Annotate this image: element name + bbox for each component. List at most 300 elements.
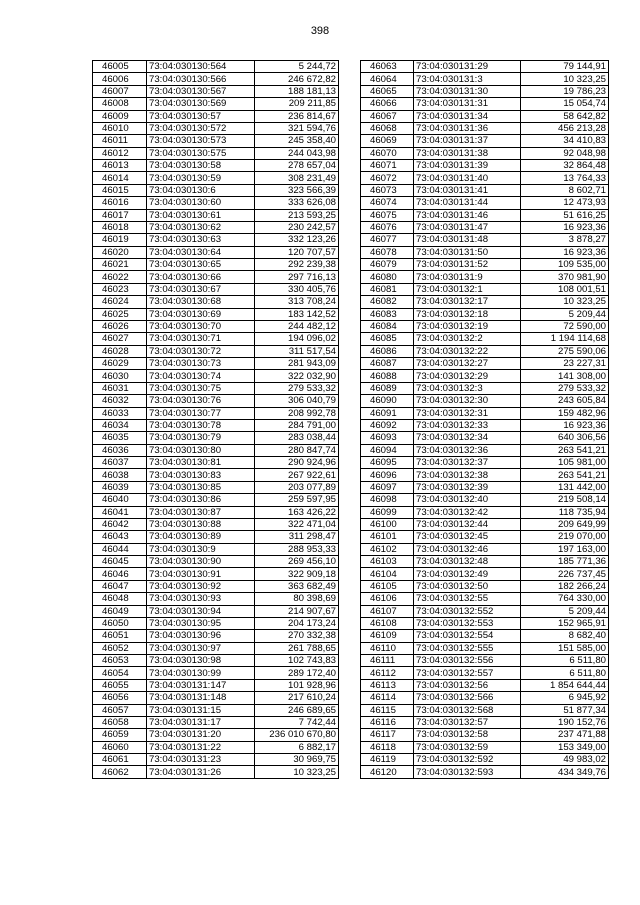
row-number-cell: 46085	[361, 333, 414, 345]
row-number-cell: 46051	[93, 630, 147, 642]
table-row	[361, 481, 609, 493]
table-row	[361, 518, 609, 530]
value-cell: 323 566,39	[255, 184, 339, 196]
table-row	[361, 741, 609, 753]
value-cell: 244 482,12	[255, 320, 339, 332]
cadastral-number-cell: 73:04:030130:566	[147, 73, 255, 85]
value-cell: 32 864,48	[521, 160, 609, 172]
table-row	[361, 395, 609, 407]
value-cell: 237 471,88	[521, 729, 609, 741]
cadastral-number-cell: 73:04:030130:73	[147, 358, 255, 370]
value-cell: 270 332,38	[255, 630, 339, 642]
value-cell: 118 735,94	[521, 506, 609, 518]
value-cell: 311 298,47	[255, 531, 339, 543]
value-cell: 322 909,18	[255, 568, 339, 580]
row-number-cell: 46034	[93, 419, 147, 431]
cadastral-number-cell: 73:04:030132:42	[414, 506, 521, 518]
table-row	[93, 630, 339, 642]
table-row	[93, 197, 339, 209]
value-cell: 108 001,51	[521, 283, 609, 295]
row-number-cell: 46046	[93, 568, 147, 580]
value-cell: 1 854 644,44	[521, 679, 609, 691]
row-number-cell: 46117	[361, 729, 414, 741]
value-cell: 333 626,08	[255, 197, 339, 209]
value-cell: 284 791,00	[255, 419, 339, 431]
value-cell: 288 953,33	[255, 543, 339, 555]
cadastral-number-cell: 73:04:030130:9	[147, 543, 255, 555]
row-number-cell: 46058	[93, 716, 147, 728]
table-row	[361, 283, 609, 295]
cadastral-number-cell: 73:04:030130:99	[147, 667, 255, 679]
row-number-cell: 46076	[361, 221, 414, 233]
table-row	[361, 246, 609, 258]
row-number-cell: 46018	[93, 221, 147, 233]
cadastral-number-cell: 73:04:030130:64	[147, 246, 255, 258]
cadastral-number-cell: 73:04:030130:65	[147, 259, 255, 271]
value-cell: 269 456,10	[255, 556, 339, 568]
table-row	[93, 160, 339, 172]
cadastral-number-cell: 73:04:030131:40	[414, 172, 521, 184]
value-cell: 7 742,44	[255, 716, 339, 728]
cadastral-number-cell: 73:04:030131:31	[414, 98, 521, 110]
value-cell: 13 764,33	[521, 172, 609, 184]
value-cell: 3 878,27	[521, 234, 609, 246]
value-cell: 209 649,99	[521, 518, 609, 530]
value-cell: 226 737,45	[521, 568, 609, 580]
row-number-cell: 46081	[361, 283, 414, 295]
row-number-cell: 46016	[93, 197, 147, 209]
table-row	[361, 147, 609, 159]
cadastral-number-cell: 73:04:030130:93	[147, 593, 255, 605]
value-cell: 311 517,54	[255, 345, 339, 357]
row-number-cell: 46069	[361, 135, 414, 147]
cadastral-number-cell: 73:04:030131:37	[414, 135, 521, 147]
table-row	[361, 679, 609, 691]
row-number-cell: 46074	[361, 197, 414, 209]
row-number-cell: 46023	[93, 283, 147, 295]
value-cell: 6 511,80	[521, 655, 609, 667]
cadastral-number-cell: 73:04:030131:41	[414, 184, 521, 196]
row-number-cell: 46008	[93, 98, 147, 110]
cadastral-number-cell: 73:04:030132:44	[414, 518, 521, 530]
row-number-cell: 46006	[93, 73, 147, 85]
row-number-cell: 46084	[361, 320, 414, 332]
row-number-cell: 46119	[361, 754, 414, 766]
table-row	[93, 358, 339, 370]
cadastral-number-cell: 73:04:030132:556	[414, 655, 521, 667]
cadastral-number-cell: 73:04:030132:552	[414, 605, 521, 617]
cadastral-number-cell: 73:04:030130:62	[147, 221, 255, 233]
table-row	[93, 221, 339, 233]
value-cell: 280 847,74	[255, 444, 339, 456]
table-row	[361, 556, 609, 568]
row-number-cell: 46093	[361, 432, 414, 444]
value-cell: 209 211,85	[255, 98, 339, 110]
value-cell: 219 070,00	[521, 531, 609, 543]
value-cell: 263 541,21	[521, 444, 609, 456]
value-cell: 243 605,84	[521, 395, 609, 407]
cadastral-number-cell: 73:04:030132:1	[414, 283, 521, 295]
value-cell: 283 038,44	[255, 432, 339, 444]
value-cell: 208 992,78	[255, 407, 339, 419]
cadastral-number-cell: 73:04:030132:39	[414, 481, 521, 493]
value-cell: 289 172,40	[255, 667, 339, 679]
row-number-cell: 46017	[93, 209, 147, 221]
cadastral-number-cell: 73:04:030132:593	[414, 766, 521, 778]
table-row	[93, 754, 339, 766]
cadastral-number-cell: 73:04:030132:58	[414, 729, 521, 741]
value-cell: 79 144,91	[521, 61, 609, 73]
table-row	[361, 160, 609, 172]
table-row	[361, 419, 609, 431]
cadastral-number-cell: 73:04:030130:90	[147, 556, 255, 568]
table-row	[93, 85, 339, 97]
table-row	[361, 494, 609, 506]
table-row	[93, 98, 339, 110]
cadastral-number-cell: 73:04:030130:71	[147, 333, 255, 345]
cadastral-number-cell: 73:04:030131:23	[147, 754, 255, 766]
cadastral-number-cell: 73:04:030132:2	[414, 333, 521, 345]
table-row	[93, 73, 339, 85]
value-cell: 10 323,25	[521, 73, 609, 85]
cadastral-number-cell: 73:04:030131:26	[147, 766, 255, 778]
cadastral-number-cell: 73:04:030131:147	[147, 679, 255, 691]
value-cell: 194 096,02	[255, 333, 339, 345]
value-cell: 278 657,04	[255, 160, 339, 172]
cadastral-number-cell: 73:04:030131:46	[414, 209, 521, 221]
row-number-cell: 46111	[361, 655, 414, 667]
value-cell: 246 672,82	[255, 73, 339, 85]
table-row	[93, 531, 339, 543]
table-row	[93, 147, 339, 159]
row-number-cell: 46065	[361, 85, 414, 97]
cadastral-number-cell: 73:04:030130:572	[147, 122, 255, 134]
row-number-cell: 46063	[361, 61, 414, 73]
value-cell: 10 323,25	[255, 766, 339, 778]
cadastral-number-cell: 73:04:030130:85	[147, 481, 255, 493]
row-number-cell: 46024	[93, 296, 147, 308]
cadastral-number-cell: 73:04:030131:22	[147, 741, 255, 753]
value-cell: 8 602,71	[521, 184, 609, 196]
cadastral-number-cell: 73:04:030130:97	[147, 642, 255, 654]
cadastral-number-cell: 73:04:030130:94	[147, 605, 255, 617]
table-row	[93, 617, 339, 629]
table-row	[93, 457, 339, 469]
value-cell: 109 535,00	[521, 259, 609, 271]
value-cell: 6 882,17	[255, 741, 339, 753]
table-row	[93, 469, 339, 481]
cadastral-number-cell: 73:04:030131:38	[414, 147, 521, 159]
row-number-cell: 46014	[93, 172, 147, 184]
value-cell: 1 194 114,68	[521, 333, 609, 345]
table-row	[361, 432, 609, 444]
value-cell: 261 788,65	[255, 642, 339, 654]
table-row	[93, 543, 339, 555]
table-row	[361, 605, 609, 617]
value-cell: 246 689,65	[255, 704, 339, 716]
row-number-cell: 46020	[93, 246, 147, 258]
cadastral-number-cell: 73:04:030132:553	[414, 617, 521, 629]
row-number-cell: 46089	[361, 382, 414, 394]
table-row	[361, 259, 609, 271]
row-number-cell: 46112	[361, 667, 414, 679]
value-cell: 214 907,67	[255, 605, 339, 617]
cadastral-number-cell: 73:04:030130:83	[147, 469, 255, 481]
row-number-cell: 46083	[361, 308, 414, 320]
row-number-cell: 46050	[93, 617, 147, 629]
row-number-cell: 46090	[361, 395, 414, 407]
value-cell: 217 610,24	[255, 692, 339, 704]
table-row	[93, 642, 339, 654]
cadastral-number-cell: 73:04:030131:48	[414, 234, 521, 246]
table-row	[361, 234, 609, 246]
table-row	[93, 432, 339, 444]
value-cell: 363 682,49	[255, 580, 339, 592]
table-row	[361, 110, 609, 122]
cadastral-number-cell: 73:04:030130:79	[147, 432, 255, 444]
cadastral-number-cell: 73:04:030132:554	[414, 630, 521, 642]
table-row	[93, 370, 339, 382]
row-number-cell: 46082	[361, 296, 414, 308]
cadastral-number-cell: 73:04:030132:30	[414, 395, 521, 407]
cadastral-number-cell: 73:04:030130:564	[147, 61, 255, 73]
value-cell: 764 330,00	[521, 593, 609, 605]
value-cell: 34 410,83	[521, 135, 609, 147]
cadastral-number-cell: 73:04:030130:87	[147, 506, 255, 518]
cadastral-number-cell: 73:04:030131:36	[414, 122, 521, 134]
table-row	[93, 556, 339, 568]
value-cell: 434 349,76	[521, 766, 609, 778]
table-row	[361, 370, 609, 382]
value-cell: 131 442,00	[521, 481, 609, 493]
table-row	[93, 741, 339, 753]
row-number-cell: 46056	[93, 692, 147, 704]
row-number-cell: 46040	[93, 494, 147, 506]
table-row	[93, 184, 339, 196]
table-row	[361, 617, 609, 629]
value-cell: 197 163,00	[521, 543, 609, 555]
cadastral-number-cell: 73:04:030131:30	[414, 85, 521, 97]
value-cell: 279 533,32	[521, 382, 609, 394]
row-number-cell: 46114	[361, 692, 414, 704]
table-row	[93, 122, 339, 134]
table-row	[361, 766, 609, 778]
row-number-cell: 46025	[93, 308, 147, 320]
table-row	[93, 61, 339, 73]
table-row	[93, 481, 339, 493]
value-cell: 292 239,38	[255, 259, 339, 271]
table-row	[93, 518, 339, 530]
value-cell: 230 242,57	[255, 221, 339, 233]
value-cell: 236 010 670,80	[255, 729, 339, 741]
table-row	[361, 98, 609, 110]
row-number-cell: 46021	[93, 259, 147, 271]
row-number-cell: 46080	[361, 271, 414, 283]
cadastral-number-cell: 73:04:030130:66	[147, 271, 255, 283]
cadastral-number-cell: 73:04:030132:59	[414, 741, 521, 753]
row-number-cell: 46015	[93, 184, 147, 196]
row-number-cell: 46075	[361, 209, 414, 221]
cadastral-number-cell: 73:04:030132:3	[414, 382, 521, 394]
value-cell: 267 922,61	[255, 469, 339, 481]
table-row	[93, 333, 339, 345]
value-cell: 183 142,52	[255, 308, 339, 320]
table-row	[361, 655, 609, 667]
value-cell: 105 981,00	[521, 457, 609, 469]
cadastral-number-cell: 73:04:030132:22	[414, 345, 521, 357]
table-row	[361, 716, 609, 728]
value-cell: 153 349,00	[521, 741, 609, 753]
cadastral-number-cell: 73:04:030130:69	[147, 308, 255, 320]
row-number-cell: 46071	[361, 160, 414, 172]
row-number-cell: 46110	[361, 642, 414, 654]
value-cell: 279 533,32	[255, 382, 339, 394]
row-number-cell: 46113	[361, 679, 414, 691]
cadastral-number-cell: 73:04:030132:45	[414, 531, 521, 543]
row-number-cell: 46049	[93, 605, 147, 617]
row-number-cell: 46087	[361, 358, 414, 370]
table-row	[93, 679, 339, 691]
row-number-cell: 46098	[361, 494, 414, 506]
table-row	[361, 754, 609, 766]
table-row	[93, 345, 339, 357]
cadastral-number-cell: 73:04:030132:57	[414, 716, 521, 728]
table-row	[361, 469, 609, 481]
value-cell: 259 597,95	[255, 494, 339, 506]
row-number-cell: 46022	[93, 271, 147, 283]
value-cell: 6 945,92	[521, 692, 609, 704]
cadastral-number-cell: 73:04:030130:86	[147, 494, 255, 506]
cadastral-number-cell: 73:04:030130:67	[147, 283, 255, 295]
cadastral-number-cell: 73:04:030130:75	[147, 382, 255, 394]
table-row	[93, 283, 339, 295]
cadastral-number-cell: 73:04:030131:3	[414, 73, 521, 85]
table-row	[361, 345, 609, 357]
cadastral-number-cell: 73:04:030132:557	[414, 667, 521, 679]
row-number-cell: 46092	[361, 419, 414, 431]
table-row	[361, 85, 609, 97]
cadastral-number-cell: 73:04:030131:9	[414, 271, 521, 283]
cadastral-number-cell: 73:04:030130:6	[147, 184, 255, 196]
row-number-cell: 46102	[361, 543, 414, 555]
cadastral-number-cell: 73:04:030132:55	[414, 593, 521, 605]
value-cell: 321 594,76	[255, 122, 339, 134]
cadastral-number-cell: 73:04:030131:15	[147, 704, 255, 716]
row-number-cell: 46043	[93, 531, 147, 543]
row-number-cell: 46026	[93, 320, 147, 332]
row-number-cell: 46097	[361, 481, 414, 493]
value-cell: 15 054,74	[521, 98, 609, 110]
cadastral-number-cell: 73:04:030132:50	[414, 580, 521, 592]
row-number-cell: 46038	[93, 469, 147, 481]
row-number-cell: 46010	[93, 122, 147, 134]
table-row	[361, 135, 609, 147]
row-number-cell: 46088	[361, 370, 414, 382]
row-number-cell: 46073	[361, 184, 414, 196]
table-row	[361, 358, 609, 370]
table-row	[93, 320, 339, 332]
value-cell: 72 590,00	[521, 320, 609, 332]
row-number-cell: 46042	[93, 518, 147, 530]
row-number-cell: 46086	[361, 345, 414, 357]
table-row	[93, 444, 339, 456]
table-row	[361, 73, 609, 85]
row-number-cell: 46118	[361, 741, 414, 753]
cadastral-number-cell: 73:04:030132:566	[414, 692, 521, 704]
value-cell: 152 965,91	[521, 617, 609, 629]
value-cell: 19 786,23	[521, 85, 609, 97]
row-number-cell: 46035	[93, 432, 147, 444]
row-number-cell: 46019	[93, 234, 147, 246]
table-row	[93, 296, 339, 308]
value-cell: 188 181,13	[255, 85, 339, 97]
table-row	[93, 568, 339, 580]
cadastral-number-cell: 73:04:030132:29	[414, 370, 521, 382]
table-row	[93, 407, 339, 419]
value-cell: 102 743,83	[255, 655, 339, 667]
table-row	[361, 320, 609, 332]
value-cell: 51 877,34	[521, 704, 609, 716]
table-row	[361, 667, 609, 679]
value-cell: 456 213,28	[521, 122, 609, 134]
row-number-cell: 46030	[93, 370, 147, 382]
row-number-cell: 46107	[361, 605, 414, 617]
value-cell: 290 924,96	[255, 457, 339, 469]
row-number-cell: 46052	[93, 642, 147, 654]
row-number-cell: 46039	[93, 481, 147, 493]
row-number-cell: 46044	[93, 543, 147, 555]
row-number-cell: 46027	[93, 333, 147, 345]
table-row	[361, 382, 609, 394]
value-cell: 275 590,06	[521, 345, 609, 357]
row-number-cell: 46079	[361, 259, 414, 271]
row-number-cell: 46064	[361, 73, 414, 85]
table-row	[93, 135, 339, 147]
cadastral-number-cell: 73:04:030132:38	[414, 469, 521, 481]
cadastral-number-cell: 73:04:030131:39	[414, 160, 521, 172]
cadastral-number-cell: 73:04:030130:58	[147, 160, 255, 172]
table-row	[93, 395, 339, 407]
table-row	[93, 209, 339, 221]
cadastral-number-cell: 73:04:030130:575	[147, 147, 255, 159]
value-cell: 185 771,36	[521, 556, 609, 568]
value-cell: 16 923,36	[521, 221, 609, 233]
value-cell: 120 707,57	[255, 246, 339, 258]
row-number-cell: 46037	[93, 457, 147, 469]
row-number-cell: 46108	[361, 617, 414, 629]
cadastral-number-cell: 73:04:030131:20	[147, 729, 255, 741]
cadastral-number-cell: 73:04:030131:17	[147, 716, 255, 728]
value-cell: 141 308,00	[521, 370, 609, 382]
row-number-cell: 46053	[93, 655, 147, 667]
table-row	[93, 766, 339, 778]
value-cell: 245 358,40	[255, 135, 339, 147]
row-number-cell: 46032	[93, 395, 147, 407]
table-row	[361, 122, 609, 134]
row-number-cell: 46094	[361, 444, 414, 456]
table-row	[93, 729, 339, 741]
cadastral-number-cell: 73:04:030130:57	[147, 110, 255, 122]
cadastral-number-cell: 73:04:030130:72	[147, 345, 255, 357]
table-row	[361, 333, 609, 345]
table-row	[361, 692, 609, 704]
cadastral-number-cell: 73:04:030130:88	[147, 518, 255, 530]
row-number-cell: 46103	[361, 556, 414, 568]
cadastral-number-cell: 73:04:030131:44	[414, 197, 521, 209]
table-row	[93, 271, 339, 283]
registry-table-left	[92, 60, 339, 779]
row-number-cell: 46099	[361, 506, 414, 518]
